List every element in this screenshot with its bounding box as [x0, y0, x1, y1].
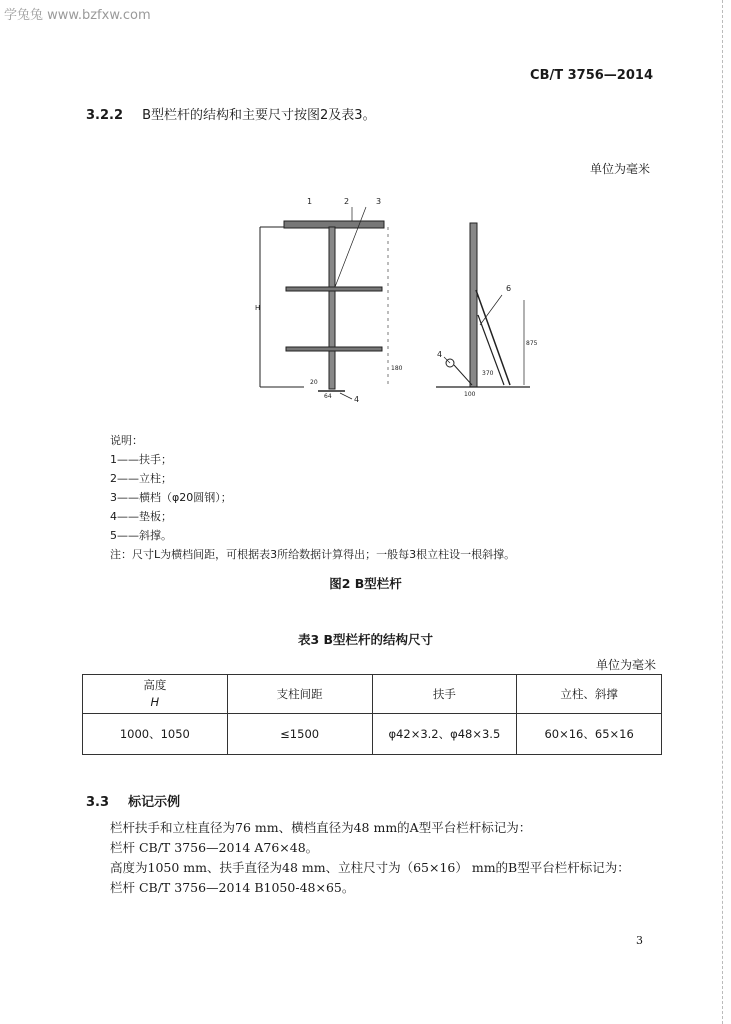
rail-upper: [286, 287, 382, 291]
dim-label-180: 180: [391, 365, 403, 372]
callout-6: 6: [506, 284, 512, 293]
dim-label-875: 875: [526, 340, 538, 347]
note-item-1: 1——扶手；: [110, 453, 172, 466]
rail-lower: [286, 347, 382, 351]
dim-label-64: 64: [324, 393, 332, 400]
table-caption: 表3 B型栏杆的结构尺寸: [297, 632, 434, 647]
table-3: [82, 674, 662, 755]
dim-label-370: 370: [482, 370, 494, 377]
cell-post-spacing: ≤1500: [227, 714, 372, 755]
front-view: [260, 207, 388, 399]
page-number: 3: [636, 934, 643, 947]
example-line-3: 高度为1050 mm、扶手直径为48 mm、立柱尺寸为（65×16） mm的B型平台栏杆标记为：: [110, 860, 630, 875]
note-item-2: 2——立柱；: [110, 472, 172, 485]
section-number: 3.2.2: [86, 108, 124, 123]
cell-height: 1000、1050: [83, 714, 228, 755]
example-line-2: 栏杆 CB/T 3756—2014 A76×48。: [110, 840, 319, 855]
example-line-4: 栏杆 CB/T 3756—2014 B1050-48×65。: [110, 880, 355, 895]
dim-label-100: 100: [464, 391, 476, 398]
section-3-3-number: 3.3: [86, 795, 110, 810]
section-text: B型栏杆的结构和主要尺寸按图2及表3。: [142, 108, 376, 123]
side-post: [470, 223, 477, 387]
header-post-spacing: 支柱间距: [227, 675, 372, 714]
header-height-label: 高度: [143, 678, 167, 692]
note-item-4: 4——垫板；: [110, 510, 172, 523]
page-edge-rule: [722, 0, 724, 1024]
notes-heading: 说明：: [110, 434, 143, 447]
header-post-brace: 立柱、斜撑: [517, 675, 662, 714]
header-handrail: 扶手: [372, 675, 517, 714]
figure-caption: 图2 B型栏杆: [329, 576, 402, 591]
section-3-3: [86, 791, 180, 810]
post: [329, 227, 335, 389]
callout-3: 3: [376, 197, 382, 206]
header-height: [83, 675, 228, 714]
dim-label-h: H: [255, 304, 261, 312]
side-view: [436, 223, 530, 387]
table-row: [83, 714, 662, 755]
callout-2: 2: [344, 197, 350, 206]
callout-side-4: 4: [437, 350, 443, 359]
callout-4: 4: [354, 395, 360, 404]
figure-2-drawing: [240, 195, 570, 410]
figure-unit-label: 单位为毫米: [590, 162, 651, 176]
dim-label-20: 20: [310, 379, 318, 386]
note-item-3: 3——横档（φ20圆钢）；: [110, 491, 232, 504]
note-item-5: 5——斜撑。: [110, 529, 172, 542]
section-3-3-title: 标记示例: [128, 795, 181, 810]
standard-number: CB/T 3756—2014: [530, 68, 653, 83]
cell-handrail: φ42×3.2、φ48×3.5: [372, 714, 517, 755]
cell-post-brace: 60×16、65×16: [517, 714, 662, 755]
table-header-row: [83, 675, 662, 714]
section-3-2-2: [86, 104, 376, 123]
callout-1: 1: [307, 197, 313, 206]
watermark: 学兔兔 www.bzfxw.com: [4, 8, 151, 23]
example-line-1: 栏杆扶手和立柱直径为76 mm、横档直径为48 mm的A型平台栏杆标记为：: [110, 820, 532, 835]
figure-note: 注：尺寸L为横档间距，可根据表3所给数据计算得出；一般每3根立柱设一根斜撑。: [110, 548, 516, 561]
header-height-symbol: H: [150, 695, 160, 709]
table-unit-label: 单位为毫米: [596, 658, 657, 672]
